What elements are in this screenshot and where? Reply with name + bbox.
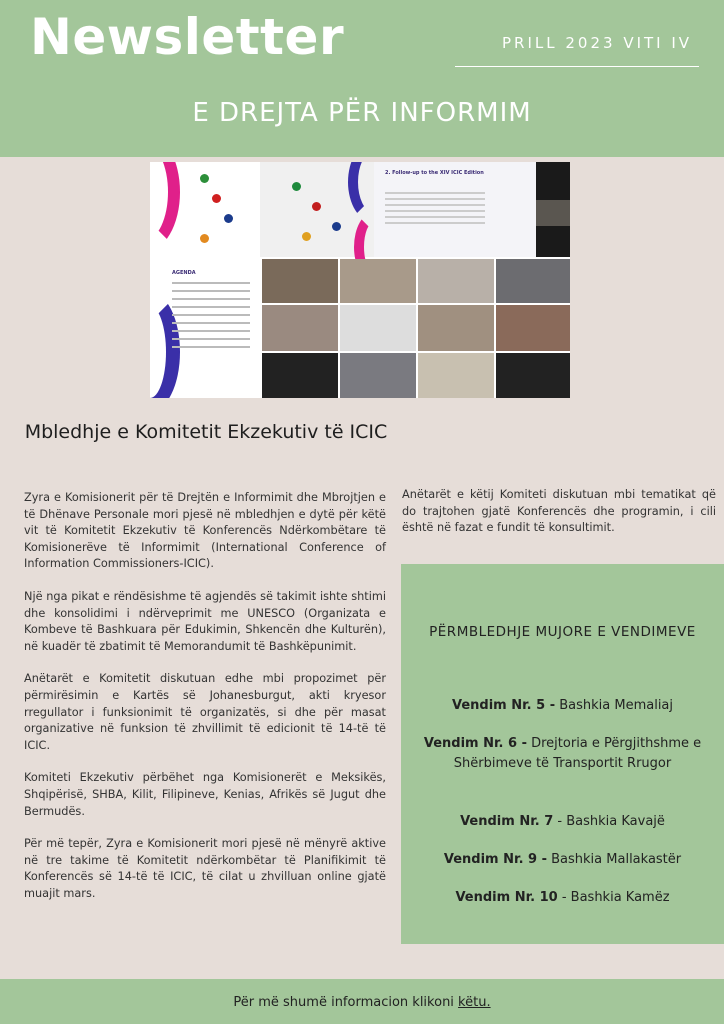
decision-entity: - Bashkia Kamëz <box>557 890 670 905</box>
decision-entity: Bashkia Mallakastër <box>547 852 682 867</box>
decision-number: Vendim Nr. 10 <box>455 890 558 905</box>
decision-item <box>401 734 724 774</box>
header-banner <box>0 0 724 157</box>
article-paragraph: Anëtarët e Komitetit diskutuan edhe mbi propozimet për përmirësimin e Kartës së Johanesburgut, akti kryesor rregullator i funksionimit të organizatës, si dhe për masat organizative në funksion të zhvillimit të edicionit të 14-të të ICIC. <box>24 672 386 752</box>
decision-item <box>401 888 724 908</box>
decision-item <box>401 850 724 870</box>
footer-label: Për më shumë informacion klikoni <box>233 995 459 1010</box>
article-paragraph-right: Anëtarët e këtij Komiteti diskutuan mbi tematikat që do trajtohen gjatë Konferencës dhe programin, i cili është në fazat e fundit të konsultimit. <box>402 488 716 535</box>
article-paragraph: Një nga pikat e rëndësishme të agjendës së takimit ishte shtimi dhe konsolidimi i ndërveprimit me UNESCO (Organizata e Kombeve të Bashkuara për Edukimin, Shkencën dhe Kulturën), në kuadër të zbatimit të Memorandumit të Bashkëpunimit. <box>24 589 386 653</box>
more-info-link[interactable]: këtu. <box>458 995 491 1010</box>
article-paragraph: Për më tepër, Zyra e Komisionerit mori pjesë në mënyrë aktive në tre takime të Komitetit ndërkombëtar të Planifikimit të Konferencës së 14-të të ICIC, të cilat u zhvilluan online gjatë muajit mars. <box>24 837 386 900</box>
decisions-summary-box <box>401 564 724 944</box>
decision-number: Vendim Nr. 5 - <box>451 698 556 713</box>
decision-entity: Bashkia Memaliaj <box>555 698 674 713</box>
decision-number: Vendim Nr. 7 <box>460 814 554 829</box>
newsletter-subtitle: E DREJTA PËR INFORMIM <box>192 98 532 128</box>
decision-entity: Drejtoria e Përgjithshme e Shërbimeve të Transportit Rrugor <box>453 736 702 771</box>
footer-banner <box>0 979 724 1024</box>
decision-item <box>401 696 724 716</box>
article-title: Mbledhje e Komitetit Ekzekutiv të ICIC <box>24 421 388 443</box>
decision-item <box>401 812 724 832</box>
decision-number: Vendim Nr. 9 - <box>443 852 547 867</box>
article-body <box>24 490 386 918</box>
newsletter-title: Newsletter <box>30 8 345 66</box>
issue-date: PRILL 2023 VITI IV <box>502 34 693 52</box>
footer-text <box>0 995 724 1010</box>
meeting-photo <box>150 162 570 398</box>
article-paragraph: Komiteti Ekzekutiv përbëhet nga Komisionerët e Meksikës, Shqipërisë, SHBA, Kilit, Filipineve, Kenias, Afrikës së Jugut dhe Bermudës. <box>24 771 386 818</box>
agenda-slide <box>150 162 260 398</box>
agenda-label: AGENDA <box>172 270 196 276</box>
decision-entity: - Bashkia Kavajë <box>553 814 665 829</box>
header-divider <box>455 66 699 67</box>
article-paragraph: Zyra e Komisionerit për të Drejtën e Informimit dhe Mbrojtjen e të Dhënave Personale mori pjesë në mbledhjen e dytë për këtë vit të Komitetit Ekzekutiv të Konferencës Ndërkombëtare të Komisionerëve të Informimit (International Conference of Information Commissioners-ICIC). <box>24 491 386 571</box>
summary-title: PËRMBLEDHJE MUJORE E VENDIMEVE <box>429 624 696 640</box>
slide-heading: 2. Follow-up to the XIV ICIC Edition <box>385 170 484 176</box>
decision-number: Vendim Nr. 6 - <box>423 736 527 751</box>
